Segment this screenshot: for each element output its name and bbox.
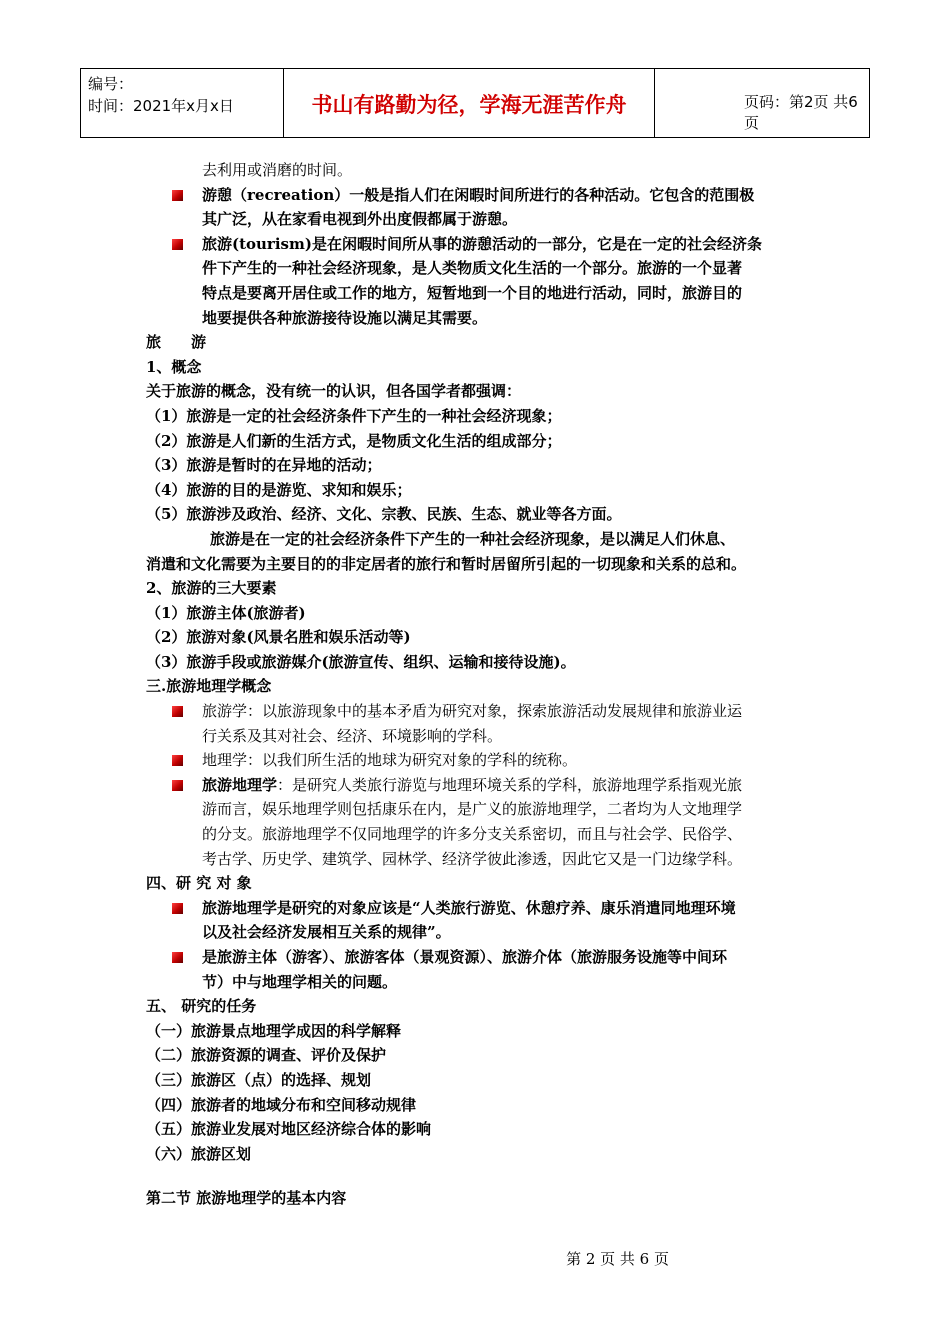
text-line: （1）旅游主体(旅游者) — [146, 603, 306, 622]
text-line: 消遣和文化需要为主要目的的非定居者的旅行和暂时居留所引起的一切现象和关系的总和。 — [146, 554, 747, 573]
text-line: （四）旅游者的地域分布和空间移动规律 — [146, 1095, 417, 1114]
text-line: ：是研究人类旅行游览与地理环境关系的学科，旅游地理学系指观光旅 — [277, 775, 743, 794]
text-line: 旅游(tourism)是在闲暇时间所从事的游憩活动的一部分，它是在一定的社会经济条 — [202, 234, 762, 253]
page-footer — [0, 1248, 950, 1269]
section-heading: 旅 游 — [146, 333, 207, 352]
text-line: 以及社会经济发展相互关系的规律”。 — [202, 923, 451, 942]
document-body — [146, 158, 816, 1211]
header-date: 时间：2021年x月x日 — [88, 97, 234, 115]
text-line: （二）旅游资源的调查、评价及保护 — [146, 1046, 387, 1065]
text-line: 游憩（recreation）一般是指人们在闲暇时间所进行的各种活动。它包含的范围极 — [202, 185, 755, 204]
red-square-bullet-icon — [172, 952, 183, 963]
text-line: （3）旅游是暂时的在异地的活动； — [146, 456, 382, 475]
text-line: 行关系及其对社会、经济、环境影响的学科。 — [202, 726, 503, 745]
sub-heading: 1、概念 — [146, 357, 202, 376]
header-table — [80, 68, 870, 138]
red-square-bullet-icon — [172, 706, 183, 717]
text-line: （六）旅游区划 — [146, 1144, 252, 1163]
text-line: 旅游是在一定的社会经济条件下产生的一种社会经济现象，是以满足人们休息、 — [210, 529, 736, 548]
section-heading: 第二节 旅游地理学的基本内容 — [146, 1189, 347, 1208]
list-item — [146, 896, 816, 921]
text-line: 是旅游主体（游客）、旅游客体（景观资源）、旅游介体（旅游服务设施等中间环 — [202, 948, 728, 966]
red-square-bullet-icon — [172, 190, 183, 201]
text-line: 特点是要离开居住或工作的地方，短暂地到一个目的地进行活动，同时，旅游目的 — [202, 283, 743, 302]
red-square-bullet-icon — [172, 780, 183, 791]
list-item — [146, 232, 816, 257]
text-line: 旅游学：以旅游现象中的基本矛盾为研究对象，探索旅游活动发展规律和旅游业运 — [202, 702, 743, 721]
header-meta — [88, 73, 278, 117]
header-code: 编号： — [88, 75, 134, 93]
text-line: （三）旅游区（点）的选择、规划 — [146, 1070, 372, 1089]
text-line: 其广泛，从在家看电视到外出度假都属于游憩。 — [202, 210, 518, 229]
list-item — [146, 945, 816, 970]
text-line: （2）旅游对象(风景名胜和娱乐活动等) — [146, 628, 411, 647]
text-line: 考古学、历史学、建筑学、园林学、经济学彼此渗透，因此它又是一门边缘学科。 — [202, 849, 743, 868]
red-square-bullet-icon — [172, 755, 183, 766]
text-line: （2）旅游是人们新的生活方式，是物质文化生活的组成部分； — [146, 431, 562, 450]
text-line: 关于旅游的概念，没有统一的认识，但各国学者都强调： — [146, 382, 522, 401]
list-item — [146, 748, 816, 773]
text-line: 去利用或消磨的时间。 — [202, 161, 353, 179]
text-line: （一）旅游景点地理学成因的科学解释 — [146, 1021, 402, 1040]
text-line: 游而言，娱乐地理学则包括康乐在内，是广义的旅游地理学，二者均为人文地理学 — [202, 800, 743, 819]
header-divider-2 — [654, 69, 655, 137]
section-heading: 四、研 究 对 象 — [146, 874, 252, 893]
footer-page-number: 第 2 页 共 6 页 — [566, 1250, 669, 1268]
text-line: 地要提供各种旅游接待设施以满足其需要。 — [202, 308, 488, 327]
section-heading: 五、 研究的任务 — [146, 997, 257, 1016]
text-line: 的分支。旅游地理学不仅同地理学的许多分支关系密切，而且与社会学、民俗学、 — [202, 825, 743, 844]
red-square-bullet-icon — [172, 239, 183, 250]
term-label: 旅游地理学 — [202, 775, 278, 794]
text-line: 节）中与地理学相关的问题。 — [202, 972, 398, 991]
sub-heading: 2、旅游的三大要素 — [146, 579, 277, 598]
header-motto: 书山有路勤为径，学海无涯苦作舟 — [311, 93, 627, 117]
header-border-left — [80, 69, 81, 137]
list-item — [146, 183, 816, 208]
text-line: （1）旅游是一定的社会经济条件下产生的一种社会经济现象； — [146, 406, 562, 425]
text-line: 件下产生的一种社会经济现象，是人类物质文化生活的一个部分。旅游的一个显著 — [202, 259, 743, 278]
section-heading: 三.旅游地理学概念 — [146, 677, 272, 696]
list-item — [146, 699, 816, 724]
list-item — [146, 773, 816, 798]
text-line: 地理学：以我们所生活的地球为研究对象的学科的统称。 — [202, 751, 578, 770]
text-line: （3）旅游手段或旅游媒介(旅游宣传、组织、运输和接待设施)。 — [146, 652, 576, 671]
text-line: （五）旅游业发展对地区经济综合体的影响 — [146, 1120, 432, 1139]
text-line: （5）旅游涉及政治、经济、文化、宗教、民族、生态、就业等各方面。 — [146, 505, 622, 524]
text-line: 旅游地理学是研究的对象应该是“人类旅行游览、休憩疗养、康乐消遣同地理环境 — [202, 898, 736, 917]
red-square-bullet-icon — [172, 903, 183, 914]
header-page-info: 页码：第2页 共6页 — [744, 93, 858, 132]
text-line: （4）旅游的目的是游览、求知和娱乐； — [146, 480, 412, 499]
